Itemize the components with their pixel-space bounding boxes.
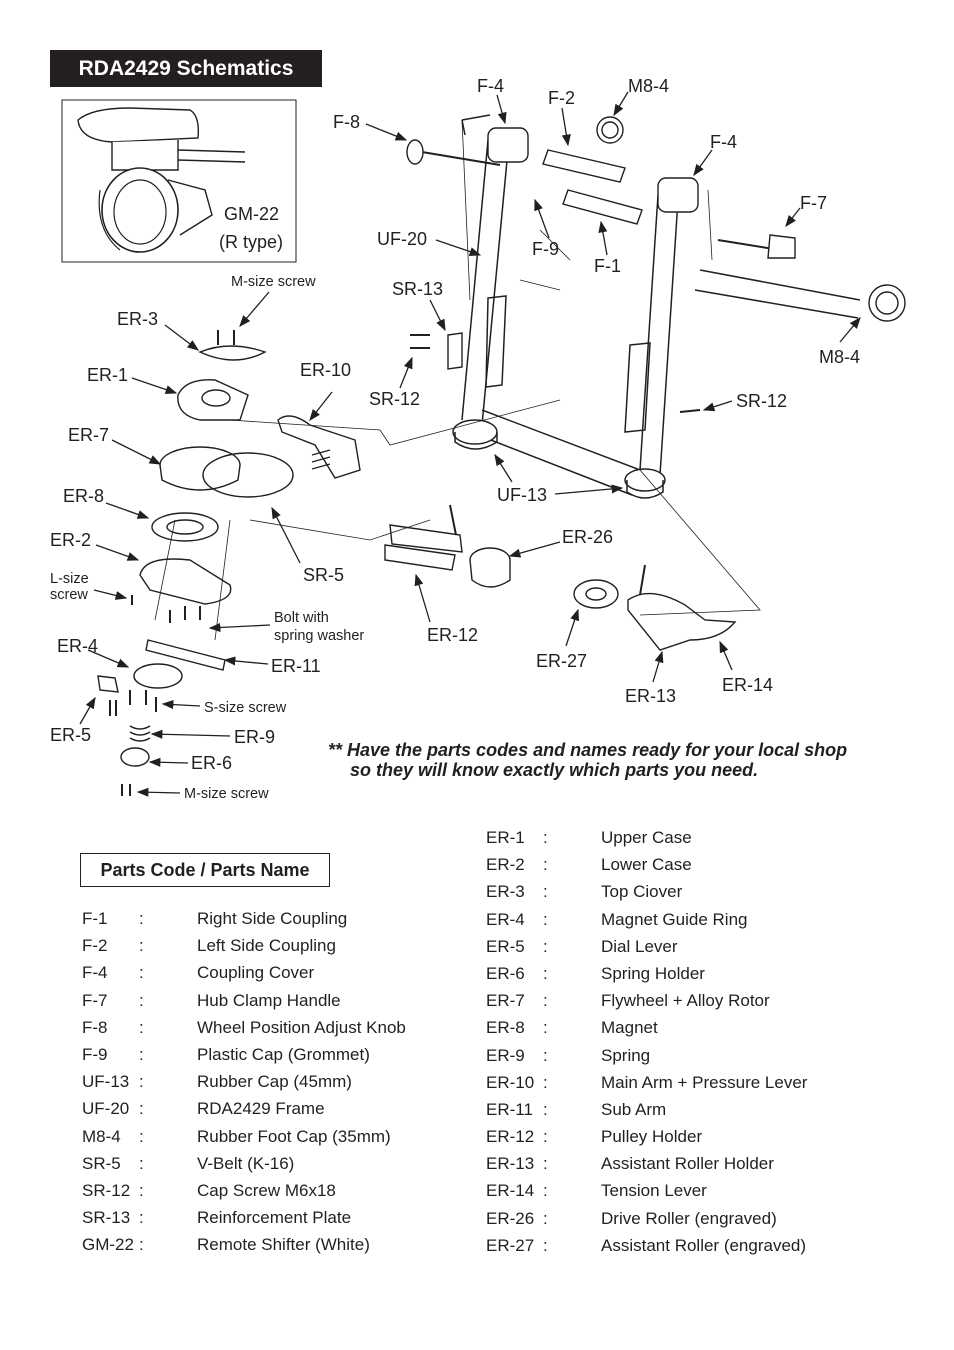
label-f4-top: F-4 <box>477 76 504 96</box>
list-item: ER-13 : Assistant Roller Holder <box>486 1154 774 1174</box>
resistance-unit-drawing <box>98 330 360 796</box>
label-f1: F-1 <box>594 256 621 276</box>
list-item: ER-12 : Pulley Holder <box>486 1127 703 1147</box>
label-l-size-screw: screw <box>50 587 88 603</box>
label-er6: ER-6 <box>191 753 233 773</box>
label-er26: ER-26 <box>562 527 614 547</box>
label-uf20: UF-20 <box>377 229 428 249</box>
label-er13: ER-13 <box>625 686 677 706</box>
label-er11: ER-11 <box>271 656 321 676</box>
list-item: ER-6 : Spring Holder <box>486 963 705 983</box>
label-spring-washer: spring washer <box>274 628 365 644</box>
parts-list-left <box>82 909 442 1262</box>
list-item: GM-22 : Remote Shifter (White) <box>82 1235 370 1255</box>
label-er12: ER-12 <box>427 625 479 645</box>
list-item: UF-13 : Rubber Cap (45mm) <box>82 1072 352 1092</box>
label-f4-right: F-4 <box>710 132 737 152</box>
label-f8: F-8 <box>333 112 360 132</box>
list-item: ER-5 : Dial Lever <box>486 936 678 956</box>
label-sr12-right: SR-12 <box>736 391 788 411</box>
label-er9: ER-9 <box>234 727 276 747</box>
label-sr5: SR-5 <box>303 565 345 585</box>
label-er27: ER-27 <box>536 651 588 671</box>
label-er10: ER-10 <box>300 360 352 380</box>
list-item: ER-11 : Sub Arm <box>486 1099 667 1119</box>
list-item: ER-3 : Top Ciover <box>486 882 683 902</box>
label-s-size-screw: S-size screw <box>204 700 287 716</box>
label-gm22-type: (R type) <box>219 232 284 252</box>
label-sr13: SR-13 <box>392 279 444 299</box>
parts-order-note <box>328 740 847 780</box>
label-er1: ER-1 <box>87 365 129 385</box>
list-item: F-4 : Coupling Cover <box>82 963 315 983</box>
list-item: F-7 : Hub Clamp Handle <box>82 990 341 1010</box>
label-gm22: GM-22 <box>224 204 280 224</box>
page-title: RDA2429 Schematics <box>50 50 322 87</box>
list-item: SR-13 : Reinforcement Plate <box>82 1208 352 1228</box>
list-item: ER-9 : Spring <box>486 1045 651 1065</box>
list-item: UF-20 : RDA2429 Frame <box>82 1099 325 1119</box>
frame-drawing <box>453 115 860 498</box>
label-er3: ER-3 <box>117 309 159 329</box>
label-m-size-screw: M-size screw <box>231 274 316 290</box>
list-item: M8-4 : Rubber Foot Cap (35mm) <box>82 1126 391 1146</box>
label-er2: ER-2 <box>50 530 92 550</box>
label-f7: F-7 <box>800 193 827 213</box>
list-item: ER-2 : Lower Case <box>486 855 692 875</box>
label-er5: ER-5 <box>50 725 92 745</box>
list-item: ER-10 : Main Arm + Pressure Lever <box>486 1072 808 1092</box>
label-er4: ER-4 <box>57 636 99 656</box>
parts-list-header: Parts Code / Parts Name <box>80 853 330 887</box>
note-line-2: so they will know exactly which parts you need. <box>350 760 759 780</box>
label-sr12-left: SR-12 <box>369 389 421 409</box>
list-item: F-8 : Wheel Position Adjust Knob <box>82 1017 406 1037</box>
label-er14: ER-14 <box>722 675 774 695</box>
coupling-parts-drawing <box>407 117 905 412</box>
label-f9: F-9 <box>532 239 559 259</box>
label-er8: ER-8 <box>63 486 105 506</box>
label-uf13: UF-13 <box>497 485 548 505</box>
parts-list-right <box>486 828 886 1263</box>
label-m-size-screw-bottom: M-size screw <box>184 786 269 802</box>
list-item: ER-26 : Drive Roller (engraved) <box>486 1208 777 1228</box>
list-item: F-2 : Left Side Coupling <box>82 936 336 956</box>
list-item: SR-12 : Cap Screw M6x18 <box>82 1180 336 1200</box>
label-l-size: L-size <box>50 571 89 587</box>
list-item: F-1 : Right Side Coupling <box>82 909 348 928</box>
label-m84-top: M8-4 <box>628 76 670 96</box>
list-item: SR-5 : V-Belt (K-16) <box>82 1153 295 1173</box>
label-bolt: Bolt with <box>274 610 329 626</box>
label-m84-right: M8-4 <box>819 347 861 367</box>
list-item: ER-8 : Magnet <box>486 1018 658 1038</box>
label-f2: F-2 <box>548 88 575 108</box>
list-item: ER-1 : Upper Case <box>486 828 692 847</box>
list-item: ER-4 : Magnet Guide Ring <box>486 909 748 929</box>
list-item: ER-14 : Tension Lever <box>486 1181 707 1201</box>
label-er7: ER-7 <box>68 425 110 445</box>
list-item: ER-27 : Assistant Roller (engraved) <box>486 1235 807 1255</box>
list-item: F-9 : Plastic Cap (Grommet) <box>82 1044 370 1064</box>
list-item: ER-7 : Flywheel + Alloy Rotor <box>486 991 770 1011</box>
note-line-1: ** Have the parts codes and names ready for your local shop <box>328 740 848 760</box>
